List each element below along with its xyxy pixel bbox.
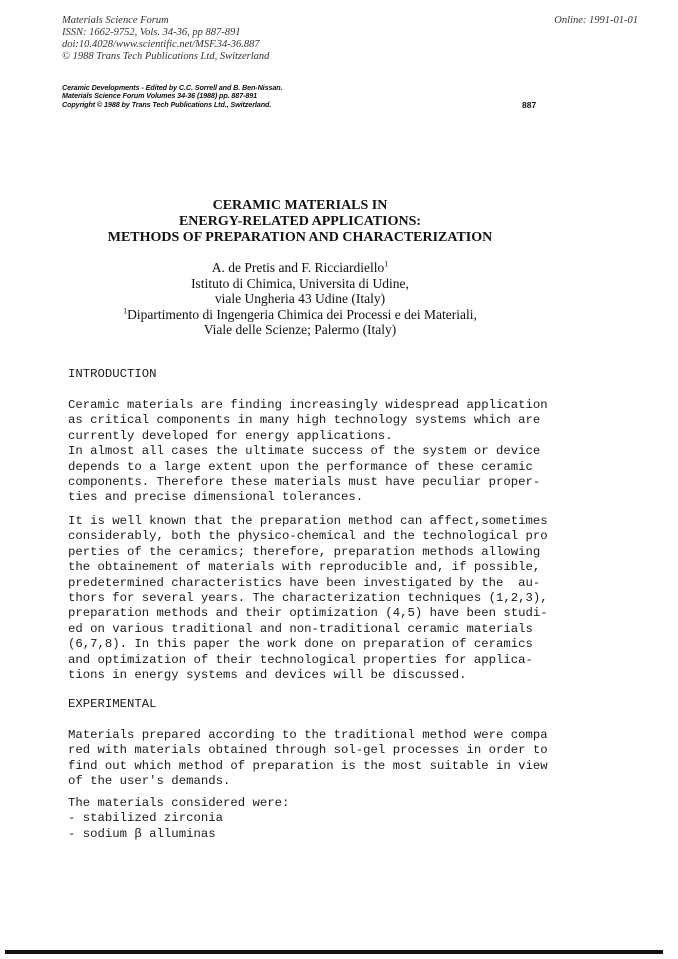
section-heading-introduction: INTRODUCTION [68,367,157,381]
text-line: currently developed for energy applications. [68,428,393,443]
citation-line-2: Materials Science Forum Volumes 34-36 (1988) pp. 887-891 [62,91,258,101]
title-line-2: ENERGY-RELATED APPLICATIONS: [178,214,422,229]
text-line: It is well known that the preparation method can affect,sometimes [68,514,548,528]
citation-line-1: Ceramic Developments - Edited by C.C. Sorrell and B. Ben-Nissan. [62,83,283,92]
text-line: ed on various traditional and non-traditional ceramic materials [68,621,533,636]
affiliation-1-line-1: Istituto di Chimica, Universita di Udine, [191,275,409,291]
text-line: tions in energy systems and devices will be discussed. [68,668,467,683]
text-line: Materials prepared according to the traditional method were compa [68,728,548,742]
text-line: (6,7,8). In this paper the work done on preparation of ceramics [68,637,533,652]
materials-list [68,796,289,842]
issn-line: ISSN: 1662-9752, Vols. 34-36, pp 887-891 [62,27,241,38]
citation-line-3: Copyright © 1988 by Trans Tech Publications Ltd., Switzerland. [62,99,272,109]
citation-block [62,84,282,109]
title-line-1: CERAMIC MATERIALS IN [212,198,388,213]
text-line: of the user's demands. [68,774,231,789]
doi-line[interactable]: doi:10.4028/www.scientific.net/MSF.34-36.887 [62,39,260,50]
paper-title [0,198,600,246]
journal-name: Materials Science Forum [62,15,169,26]
text-line: red with materials obtained through sol-gel processes in order to [68,743,548,758]
text-line: considerably, both the physico-chemical and the technological pro [68,529,548,544]
affiliation-2-line-1 [0,307,600,323]
page-number: 887 [522,100,537,110]
text-line: find out which method of preparation is the most suitable in view [68,758,548,773]
section-heading-experimental: EXPERIMENTAL [68,697,157,711]
affiliation-superscript: 1 [123,306,128,315]
list-intro: The materials considered were: [68,796,290,810]
copyright-line: © 1988 Trans Tech Publications Ltd, Switzerland [62,51,270,62]
text-line: components. Therefore these materials must have peculiar proper- [68,475,541,490]
text-line: ties and precise dimensional tolerances. [68,490,364,505]
affiliation-1-line-2: viale Ungheria 43 Udine (Italy) [214,291,386,306]
text-line: thors for several years. The characterization techniques (1,2,3), [68,591,548,606]
text-line: Ceramic materials are finding increasingly widespread application [68,398,548,412]
text-line: and optimization of their technological properties for applica- [68,652,533,667]
text-line: the obtainement of materials with reproducible and, if possible, [68,560,541,575]
text-line: as critical components in many high technology systems which are [68,413,541,428]
intro-paragraph-2 [68,514,548,683]
list-item: - stabilized zirconia [68,811,223,826]
affiliation-2-line-2: Viale delle Scienze; Palermo (Italy) [203,322,397,337]
text-line: predetermined characteristics have been investigated by the au- [68,575,541,590]
list-item: - sodium β alluminas [68,826,216,841]
author-names-text: A. de Pretis and F. Ricciardiello [211,260,385,275]
title-line-3: METHODS OF PREPARATION AND CHARACTERIZATION [107,230,493,245]
author-superscript: 1 [384,259,389,269]
affiliation-2-text: Dipartimento di Ingengeria Chimica dei Processi e dei Materiali, [127,306,477,322]
text-line: perties of the ceramics; therefore, preparation methods allowing [68,544,541,559]
text-line: In almost all cases the ultimate success of the system or device [68,444,541,459]
bottom-rule [5,950,663,954]
author-names [0,260,600,276]
text-line: depends to a large extent upon the performance of these ceramic [68,459,533,474]
experimental-paragraph-1 [68,728,548,790]
intro-paragraph-1 [68,398,548,506]
online-date: Online: 1991-01-01 [554,15,638,26]
author-block [0,260,600,338]
text-line: preparation methods and their optimization (4,5) have been studi- [68,606,548,621]
journal-header [62,15,269,63]
